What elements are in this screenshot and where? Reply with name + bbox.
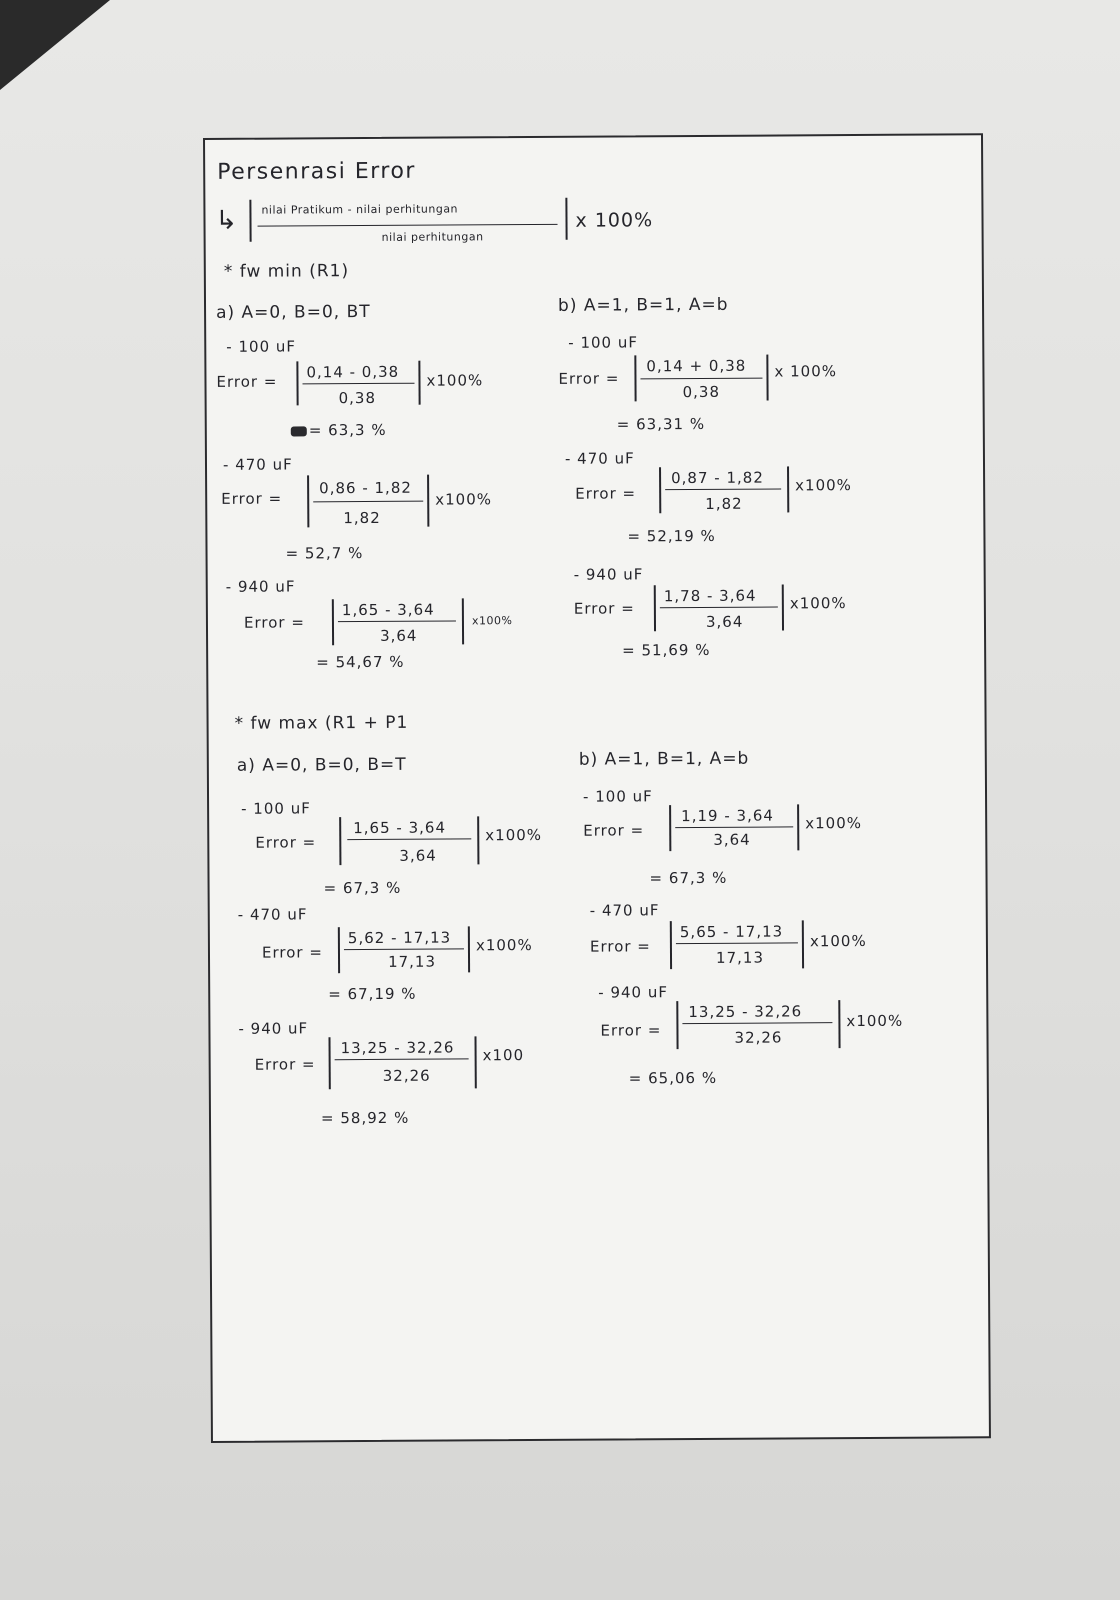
abs-bar-right <box>565 198 567 240</box>
abs-bar <box>474 1036 476 1088</box>
abs-bar <box>659 467 661 513</box>
abs-bar <box>782 584 784 630</box>
abs-bar <box>338 927 340 973</box>
item-caption: - 470 uF <box>237 905 308 924</box>
suffix: x100% <box>846 1011 904 1031</box>
abs-bar <box>477 816 479 864</box>
numerator: 1,78 - 3,64 <box>663 586 757 606</box>
error-prefix: Error = <box>254 1055 316 1074</box>
item-caption: - 470 uF <box>564 449 635 468</box>
result: = 63,31 % <box>616 414 706 434</box>
suffix: x100% <box>475 936 533 955</box>
formula-numerator: nilai Pratikum - nilai perhitungan <box>261 202 459 217</box>
fw-min-a-label: a) A=0, B=0, BT <box>216 301 371 323</box>
abs-bar <box>332 599 334 645</box>
abs-bar <box>787 466 789 512</box>
numerator: 1,65 - 3,64 <box>341 600 435 620</box>
error-prefix: Error = <box>255 833 317 852</box>
abs-bar <box>802 920 804 968</box>
fraction-line <box>335 1058 469 1060</box>
item-caption: - 470 uF <box>589 901 660 920</box>
item-caption: - 100 uF <box>568 333 639 352</box>
item-caption: - 940 uF <box>598 983 669 1002</box>
abs-bar <box>766 355 768 401</box>
item-caption: - 940 uF <box>573 565 644 584</box>
abs-bar <box>418 361 420 405</box>
denominator: 1,82 <box>705 494 743 513</box>
fraction-line <box>682 1022 832 1024</box>
suffix: x 100% <box>774 362 838 381</box>
denominator: 17,13 <box>387 952 437 971</box>
fraction-line <box>258 224 558 227</box>
denominator: 3,64 <box>379 626 418 645</box>
fraction-line <box>344 948 464 950</box>
suffix: x100% <box>435 490 493 509</box>
abs-bar <box>339 817 341 865</box>
result: = 58,92 % <box>320 1108 410 1128</box>
abs-bar <box>634 355 636 401</box>
result: = 67,19 % <box>328 984 417 1004</box>
abs-bar <box>468 926 470 972</box>
abs-bar <box>838 1000 840 1048</box>
photo-corner-shadow <box>0 0 110 90</box>
suffix: x100% <box>805 813 863 833</box>
fw-max-b-label: b) A=1, B=1, A=b <box>578 748 750 770</box>
fraction-line <box>675 826 793 828</box>
result: = 52,7 % <box>285 544 364 563</box>
fraction-line <box>660 606 778 608</box>
fw-min-heading: * fw min (R1) <box>223 261 350 282</box>
paper-sheet <box>203 133 991 1443</box>
numerator: 1,65 - 3,64 <box>353 818 447 838</box>
suffix: x100% <box>795 476 852 495</box>
numerator: 13,25 - 32,26 <box>688 1002 803 1022</box>
denominator: 17,13 <box>715 948 765 967</box>
error-prefix: Error = <box>583 821 645 840</box>
suffix: x100% <box>789 594 847 613</box>
numerator: 5,65 - 17,13 <box>679 922 784 942</box>
page-title: Persenrasi Error <box>217 158 417 185</box>
result: = 67,3 % <box>649 868 728 888</box>
abs-bar <box>669 805 671 851</box>
item-caption: - 100 uF <box>226 337 297 356</box>
abs-bar <box>670 921 672 969</box>
denominator: 0,38 <box>682 382 721 402</box>
error-prefix: Error = <box>600 1021 662 1040</box>
error-prefix: Error = <box>216 372 278 391</box>
numerator: 5,62 - 17,13 <box>347 928 452 948</box>
denominator: 32,26 <box>382 1066 431 1085</box>
fraction-line <box>313 501 423 503</box>
suffix: x100 <box>482 1046 525 1065</box>
error-prefix: Error = <box>221 489 283 508</box>
abs-bar <box>462 598 464 644</box>
denominator: 3,64 <box>713 830 751 849</box>
numerator: 0,14 + 0,38 <box>646 356 747 376</box>
abs-bar <box>307 475 309 527</box>
suffix: x100% <box>485 825 543 845</box>
abs-bar <box>328 1037 330 1089</box>
error-prefix: Error = <box>243 613 305 632</box>
abs-bar <box>676 1001 678 1049</box>
abs-bar <box>654 585 656 631</box>
fraction-line <box>665 488 781 490</box>
denominator: 3,64 <box>705 612 744 631</box>
result: = 52,19 % <box>627 526 716 546</box>
error-prefix: Error = <box>575 484 637 503</box>
error-prefix: Error = <box>589 937 651 956</box>
item-caption: - 100 uF <box>241 799 311 818</box>
suffix: x100% <box>426 371 484 390</box>
result: = 65,06 % <box>628 1068 718 1088</box>
result: = 63,3 % <box>291 421 387 440</box>
numerator: 0,14 - 0,38 <box>306 362 400 382</box>
result: = 51,69 % <box>622 640 711 660</box>
denominator: 3,64 <box>399 846 437 865</box>
fraction-line <box>347 838 471 840</box>
item-caption: - 940 uF <box>238 1019 309 1038</box>
scribble-mark <box>291 426 307 436</box>
numerator: 0,87 - 1,82 <box>671 468 764 488</box>
formula-denominator: nilai perhitungan <box>381 230 484 244</box>
item-caption: - 100 uF <box>582 787 653 806</box>
result: = 67,3 % <box>323 878 402 898</box>
result: = 54,67 % <box>316 652 405 672</box>
abs-bar <box>427 475 429 527</box>
denominator: 0,38 <box>338 388 377 408</box>
fraction-line <box>676 942 798 944</box>
abs-bar-left <box>249 200 251 242</box>
suffix: x100% <box>471 614 513 628</box>
error-prefix: Error = <box>558 369 620 388</box>
error-prefix: Error = <box>573 599 635 618</box>
fw-max-a-label: a) A=0, B=0, B=T <box>236 754 407 776</box>
fraction-line <box>303 383 415 385</box>
arrow-icon: ↳ <box>215 205 239 236</box>
suffix: x100% <box>809 931 867 951</box>
denominator: 32,26 <box>734 1028 783 1047</box>
fw-max-heading: * fw max (R1 + P1 <box>234 712 409 734</box>
error-prefix: Error = <box>261 943 323 962</box>
fw-min-b-label: b) A=1, B=1, A=b <box>557 294 729 316</box>
denominator: 1,82 <box>343 508 381 528</box>
item-caption: - 470 uF <box>222 455 293 474</box>
formula-suffix: x 100% <box>575 209 654 232</box>
numerator: 0,86 - 1,82 <box>319 478 412 498</box>
item-caption: - 940 uF <box>225 577 296 596</box>
abs-bar <box>296 361 298 405</box>
fraction-line <box>640 378 762 380</box>
numerator: 1,19 - 3,64 <box>681 806 774 826</box>
fraction-line <box>338 620 456 622</box>
numerator: 13,25 - 32,26 <box>340 1038 455 1058</box>
abs-bar <box>797 804 799 850</box>
